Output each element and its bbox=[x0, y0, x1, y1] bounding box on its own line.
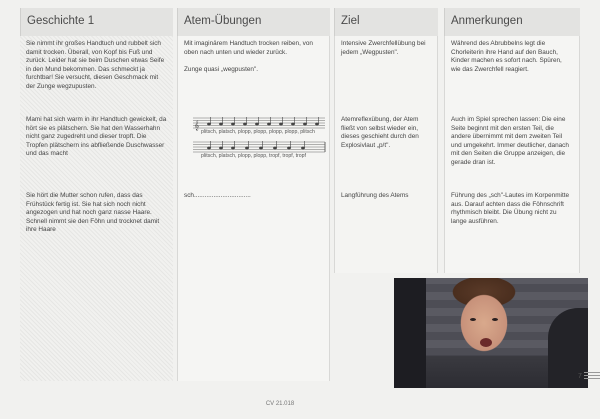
story-paragraph-1: Sie nimmt ihr großes Handtuch und rubbelt sich damit trocken. Überall, von Kopf bis Fuß und zurück. Leider hat sie beim Duschen etwas Seife in den Mund bekommen. Das schmeckt ja furchtbar! Sie versucht, diesen Geschmack mit der Zunge wegzupusten. bbox=[26, 40, 165, 90]
exercise-paragraph-1: Mit imaginärem Handtuch trocken reiben, von oben nach unten und wieder zurück. bbox=[184, 40, 313, 56]
story-paragraph-3: Sie hört die Mutter schon rufen, dass das Frühstück fertig ist. Sie hat sich noch nicht angezogen und hat noch ganz nasse Haare. Schnell nimmt sie den Föhn und trocknet damit ihre Haare bbox=[26, 192, 160, 234]
staff-lyrics-1: plitsch, platsch, plopp, plopp, plopp, plopp, plitsch bbox=[201, 129, 315, 135]
column-body bbox=[177, 36, 330, 381]
column-heading: Geschichte 1 bbox=[20, 8, 173, 36]
column-body bbox=[20, 36, 173, 381]
column-heading: Anmerkungen bbox=[444, 8, 580, 36]
column-ziel bbox=[334, 8, 438, 273]
page-edge-marks bbox=[584, 372, 600, 381]
column-heading: Atem-Übungen bbox=[177, 8, 330, 36]
svg-text:𝄞: 𝄞 bbox=[194, 121, 200, 131]
child-photo bbox=[394, 278, 588, 388]
exercise-paragraph-2: Zunge quasi „wegpusten". bbox=[184, 66, 259, 73]
column-geschichte bbox=[20, 8, 173, 381]
music-staff bbox=[191, 112, 327, 162]
column-body bbox=[334, 36, 438, 273]
page-number: 7 bbox=[578, 373, 582, 380]
staff-lyrics-2: plitsch, platsch, plopp, plopp, tropf, tropf, tropf bbox=[201, 153, 306, 159]
note-paragraph-2: Auch im Spiel sprechen lassen: Die eine Seite beginnt mit den ersten Teil, die andere übernimmt mit dem zweiten Teil und umgekehrt. Immer deutlicher, danach mit den Seiten die Gruppe anzeigen, die gerade dran ist. bbox=[451, 116, 569, 166]
column-atem-uebungen bbox=[177, 8, 330, 381]
column-heading: Ziel bbox=[334, 8, 438, 36]
story-paragraph-2: Mami hat sich warm in ihr Handtuch gewickelt, da hört sie es plätschern. Sie hat den Wasserhahn nicht ganz zugedreht und dieser tropft. Die Tropfen plätschern ins abfließende Duschwasser und das macht bbox=[26, 116, 167, 158]
goal-paragraph-1: Intensive Zwerchfellübung bei jedem „Wegpusten". bbox=[341, 40, 426, 56]
note-paragraph-3: Führung des „sch"-Lautes im Korpenmitte aus. Darauf achten dass die Föhnschrift rhythmisch bleibt. Die Übung nicht zu lange ausführen. bbox=[451, 192, 570, 225]
exercise-paragraph-3: sch................................ bbox=[184, 192, 251, 199]
column-anmerkungen bbox=[444, 8, 580, 273]
goal-paragraph-2: Atemreflexübung, der Atem fließt von selbst wieder ein, dieses geschieht durch den Explosivlaut „p/t". bbox=[341, 116, 419, 149]
footer-code: CV 21.018 bbox=[265, 401, 295, 407]
note-paragraph-1: Während des Abrubbelns legt die Chorleiterin ihre Hand auf den Bauch, Kinder machen es sofort nach. Spüren, wie das Zwerchfell reagiert. bbox=[451, 40, 562, 73]
column-body bbox=[444, 36, 580, 273]
goal-paragraph-3: Langführung des Atems bbox=[341, 192, 409, 199]
